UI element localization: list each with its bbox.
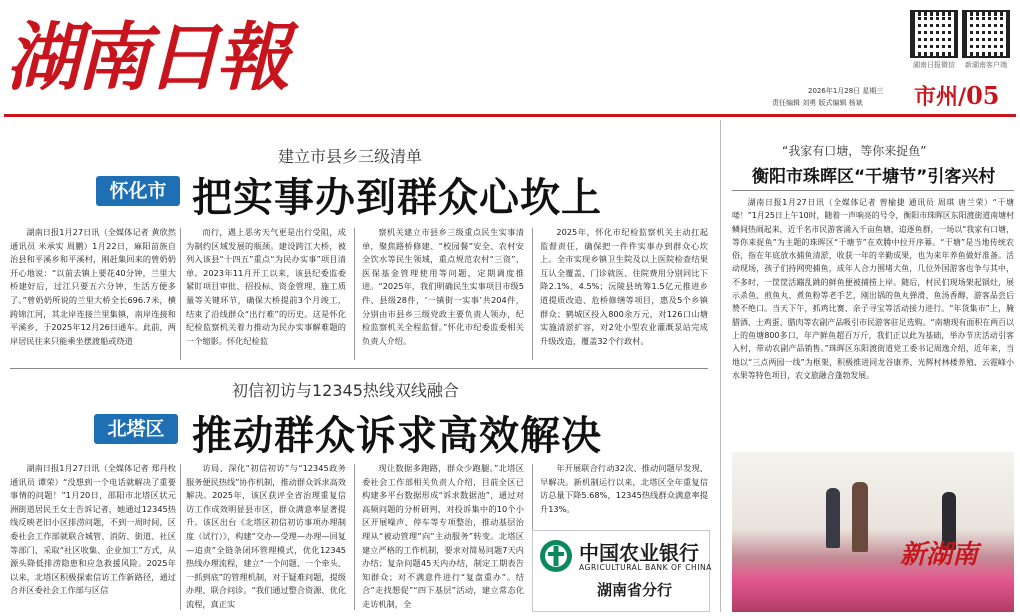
qr-code-icon[interactable] xyxy=(910,10,958,58)
person-figure xyxy=(852,482,868,552)
article-body-column: 现让数据多跑路，群众少跑腿。”北塔区委社会工作部相关负责人介绍，目前全区已构建多平台数据形成“诉求数据池”，通过对高频问题的分析研判，对投诉集中的10个小区开展噪声、停车等专项整治，推动基层治理从“被动管理”向“主动服务”转变。北塔区建立严格的工作机制，要求对简易问题7天内办结；复杂问题45天内办结，制定工期表告知群众；对不满意件进行“复盘重办”。结合“走找想促”“四下基层”活动，建立常态化走访机制，全 xyxy=(362,463,524,609)
editor-credits: 责任编辑 刘勇 版式编辑 杨斌 xyxy=(772,99,863,107)
column-divider xyxy=(180,228,181,360)
qr-code-label: 新湖南客户端 xyxy=(965,61,1007,69)
article-kicker: 初信初访与12345热线双线融合 xyxy=(232,381,459,400)
article-kicker: 建立市县乡三级清单 xyxy=(278,147,423,166)
masthead-divider xyxy=(4,114,1016,117)
article-body: 湖南日报1月27日讯（全媒体记者 曾榆捷 通讯员 周琪 唐兰荣）“干塘喽！”1月25日上午10时，随着一声响亮的号令，衡阳市珠晖区东阳渡街道南塘村鳞间热闹起来，近千名市民游客涌入千亩鱼塘，追逐鱼群，一场以“我家有口塘，等你来捉鱼”为主题的珠晖区“干塘节”在欢腾中拉开序幕。“干塘”是当地传统农俗，指在年底放水捕鱼清淤，收获一年的辛勤成果，也为来年养鱼做好准备。活动现场，孩子们持网兜捕鱼，成年人合力围堵大鱼，几位外国游客也争与其中，不多时，一筐筐活蹦乱跳的鲜鱼便被捕捞上岸。随后，村民们现场架起锅灶，展示杀鱼、煎鱼丸、煮鱼粉等老手艺，刚出锅的鱼丸弹滑、鱼汤香醇，游客品尝后赞不绝口。当天下午，抓鸡比赛、亲子寻宝等活动接力进行。“年货集市”上，腌腊酒、土鸡蛋、腊肉等农副产品吸引市民游客驻足选购。“南塘现有面积在两百以上的鱼塘800多口，年产鲜鱼超百万斤，我们正以此为基础，举办节庆活动引客入村，带动农副产品销售。”珠晖区东阳渡街道党工委书记周逸介绍，近年来，当地以“三点两园一线”为框架，积极推进同龙谷康养、光辉村林楼养殖、云霓峰小水果等特色项目，农文旅融合蓬勃发展。 xyxy=(732,198,1014,380)
column-divider xyxy=(354,464,355,610)
article-body-column: 年开展联合行动32次、推动问题早发现、早解决。新机制运行以来，北塔区全年重复信访总量下降5.68%，12345热线群众满意率提升13%。 xyxy=(540,463,708,514)
region-tag: 怀化市 xyxy=(96,176,180,206)
article-body-column: 察机关建立市县乡三级重点民生实事清单，聚焦路桥修建、“校园餐”安全、农村安全饮水等民生领域，重点规范农村“三资”、医保基金管理使用等问题，定期调度推进。“2025年，我们明确民生实事项目市级5件、县级28件，‘一镇街一实事’共204件，分别由市县乡三级党政主要负责人领办，纪检监察机关全程监督。”怀化市纪委监委相关负责人介绍。 xyxy=(362,227,524,346)
bank-name: 中国农业银行 xyxy=(579,541,699,565)
article-headline[interactable]: 衡阳市珠晖区“干塘节”引客兴村 xyxy=(752,167,996,187)
column-divider xyxy=(180,464,181,610)
article-kicker: “我家有口塘，等你来捉鱼” xyxy=(782,144,927,158)
person-figure xyxy=(826,488,840,548)
headline-divider xyxy=(732,190,1014,191)
article-body-column: 湖南日报1月27日讯（全媒体记者 郑丹枚 通讯员 谭荣）“没想到一个电话就解决了重要事情的问题！”1月20日，邵阳市北塔区状元洲街道居民王女士告诉记者，她通过12345热线反映老旧小区排涝问题，不到一周时间，区委社会工作部就联合城管、消防、街道、社区等部门，采取“社区收集、企业加工”方式，从源头降低排涝隐患和应急救援风险。2025年以来，北塔区积极探索信访工作新路径，通过合并区委社会工作部与区信 xyxy=(10,463,176,596)
article-headline[interactable]: 推动群众诉求高效解决 xyxy=(192,413,602,459)
newspaper-masthead: 湖南日報 xyxy=(6,15,286,101)
section-divider xyxy=(10,368,708,369)
bank-branch: 湖南省分行 xyxy=(597,581,673,599)
bank-advertisement[interactable] xyxy=(532,530,710,612)
photo-watermark: 新湖南 xyxy=(900,540,979,570)
region-tag: 北塔区 xyxy=(94,414,178,444)
article-body-column: 2025年，怀化市纪检监察机关主动扛起监督责任，确保把一件件实事办到群众心坎上。全市实现乡镇卫生院及以上医院检查结果互认全覆盖、门诊就医、住院费用分别同比下降2.1%、4.5%；沅陵县统筹1.5亿元推进乡道提质改造、危桥修缮等项目，惠及5个乡镇群众；鹤城区投入800余万元，对126口山塘实施清淤扩容，对2处小型农业灌溉泵站完成升级改造，覆盖32个行政村。 xyxy=(540,227,708,346)
qr-code-label: 湖南日报微信 xyxy=(913,61,955,69)
section-name: 市州/05 xyxy=(914,81,1000,110)
article-body-column: 而行，遇上恶劣天气更是出行受阻，成为制约区域发展的瓶颈。建设跨江大桥，被列入该县“十四五”重点“为民办实事”项目清单。2023年11月开工以来，该县纪委监委紧盯项目审批、招投标、资金管理、施工质量等关键环节，确保大桥提前3个月竣工，结束了沿线群众“出行难”的历史。这是怀化纪检监察机关着力推动为民办实事解难题的一个缩影。怀化纪检监 xyxy=(186,227,346,346)
news-photo[interactable] xyxy=(732,452,1014,612)
bank-name-english: AGRICULTURAL BANK OF CHINA xyxy=(579,563,712,572)
qr-code-icon[interactable] xyxy=(962,10,1010,58)
page-column-divider xyxy=(720,120,721,612)
article-body-column: 湖南日报1月27日讯（全媒体记者 黄欣然 通讯员 米承实 周鹏）1月22日，麻阳苗族自治县和平溪乡和平溪村，刚赶集回来的曾奶奶开心地说：“以前去镇上要花40分钟，兰里大桥建好后，过江只要五六分钟，生活方便多了。”曾奶奶所说的兰里大桥全长696.7米，横跨锦江河，其北岸连接兰里集镇，南岸连接和平溪乡，于2025年12月26日通车。此前，两岸居民往来只能乘坐摆渡船或绕道 xyxy=(10,227,176,346)
issue-date: 2026年1月28日 星期三 xyxy=(808,87,884,95)
bank-logo-icon xyxy=(539,539,573,573)
column-divider xyxy=(532,228,533,360)
column-divider xyxy=(354,228,355,360)
article-body-column: 访局、深化“初信初访”与“12345政务服务便民热线”协作机制，推动群众诉求高效解决。2025年，该区获评全省治理重复信访工作成效明显县市区，群众满意率显著提升。该区出台《北塔区初信初访事项办理制度（试行）》，构建“交办—受理—办理—回复—追责”全链条闭环管理模式，优化12345热线办理流程，建立“一个问题、一个牵头、一抓到底”的管理机制，对于疑难问题，提级办理、联合问诊。“我们通过整合资源、优化流程，真正实 xyxy=(186,463,346,609)
article-headline[interactable]: 把实事办到群众心坎上 xyxy=(192,175,602,221)
